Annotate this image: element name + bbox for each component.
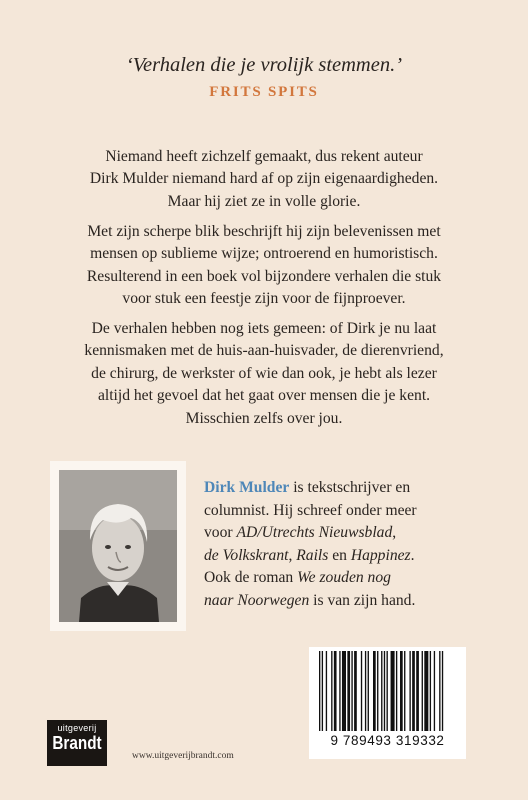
blurb-line: voor stuk een feestje zijn voor de fijnproever. — [122, 290, 406, 308]
barcode-bar — [322, 651, 323, 731]
barcode-bar — [334, 651, 337, 731]
blurb-line: Resulterend in een boek vol bijzondere verhalen die stuk — [86, 267, 442, 285]
isbn-number: 9 789493 319332 — [330, 733, 445, 748]
blurb-paragraph-2 — [36, 221, 492, 311]
quote-author: FRITS SPITS — [209, 84, 319, 100]
blurb-paragraph-1 — [36, 146, 492, 213]
barcode-bar — [396, 651, 397, 731]
barcode-bar — [365, 651, 366, 731]
barcode-bars — [313, 651, 462, 733]
barcode-bar — [342, 651, 346, 731]
blurb-line: Misschien zelfs over jou. — [185, 409, 343, 427]
barcode-bar — [339, 651, 340, 731]
barcode-bar — [384, 651, 385, 731]
barcode-bar — [361, 651, 362, 731]
blurb-line: Dirk Mulder niemand hard af op zijn eigenaardigheden. — [89, 170, 439, 188]
barcode-bar — [331, 651, 332, 731]
blurb-line: De verhalen hebben nog iets gemeen: of Dirk je nu laat — [91, 320, 437, 337]
barcode-bar — [409, 651, 410, 731]
publisher-logo — [47, 720, 107, 766]
barcode-bar — [326, 651, 327, 731]
blurb-line: altijd het gevoel dat het gaat over mensen die je kent. — [97, 387, 431, 405]
barcode-bar — [351, 651, 352, 731]
barcode-bar — [412, 651, 415, 731]
author-photo-frame — [50, 461, 186, 631]
barcode-bar — [430, 651, 431, 731]
author-bio: Dirk Mulder is tekstschrijver en columnist. Hij schreef onder meer voor AD/Utrechts Nieuwsblad, de Volkskrant, Rails en Happinez. Ook de roman We zouden nog naar Noorwegen is van zijn hand. — [204, 479, 417, 609]
blurb-line: kennismaken met de huis-aan-huisvader, de dierenvriend, — [84, 342, 444, 360]
barcode-bar — [439, 651, 440, 731]
barcode-bar — [373, 651, 376, 731]
barcode-bar — [377, 651, 378, 731]
barcode-bar — [400, 651, 403, 731]
barcode-bar — [387, 651, 388, 731]
barcode-bar — [422, 651, 423, 731]
blurb-line: Niemand heeft zichzelf gemaakt, dus rekent auteur — [105, 148, 423, 165]
publisher-website: www.uitgeverijbrandt.com — [132, 751, 234, 761]
blurb-line: Met zijn scherpe blik beschrijft hij zijn belevenissen met — [87, 223, 441, 240]
publisher-logo-top: uitgeverij — [57, 723, 97, 733]
publisher-logo-main: Brandt — [52, 733, 102, 753]
barcode-bar — [391, 651, 395, 731]
blurb-line: de chirurg, de werkster of wie dan ook, je hebt als lezer — [91, 364, 437, 382]
blurb-line: Maar hij ziet ze in volle glorie. — [167, 192, 361, 210]
barcode-bar — [381, 651, 382, 731]
barcode-bar — [424, 651, 428, 731]
barcode-bar — [434, 651, 435, 731]
author-portrait-image — [59, 470, 177, 622]
isbn-barcode — [309, 647, 466, 759]
barcode-bar — [319, 651, 320, 731]
barcode-bar — [404, 651, 405, 731]
author-name: Dirk Mulder — [204, 479, 290, 496]
barcode-bar — [442, 651, 443, 731]
pull-quote: ‘Verhalen die je vrolijk stemmen.’ — [125, 54, 403, 76]
blurb-paragraph-3 — [36, 318, 492, 430]
barcode-bar — [347, 651, 350, 731]
author-photo — [59, 470, 177, 622]
barcode-bar — [354, 651, 357, 731]
barcode-bar — [416, 651, 419, 731]
barcode-bar — [368, 651, 369, 731]
blurb-line: mensen op sublieme wijze; ontroerend en humoristisch. — [90, 245, 438, 263]
